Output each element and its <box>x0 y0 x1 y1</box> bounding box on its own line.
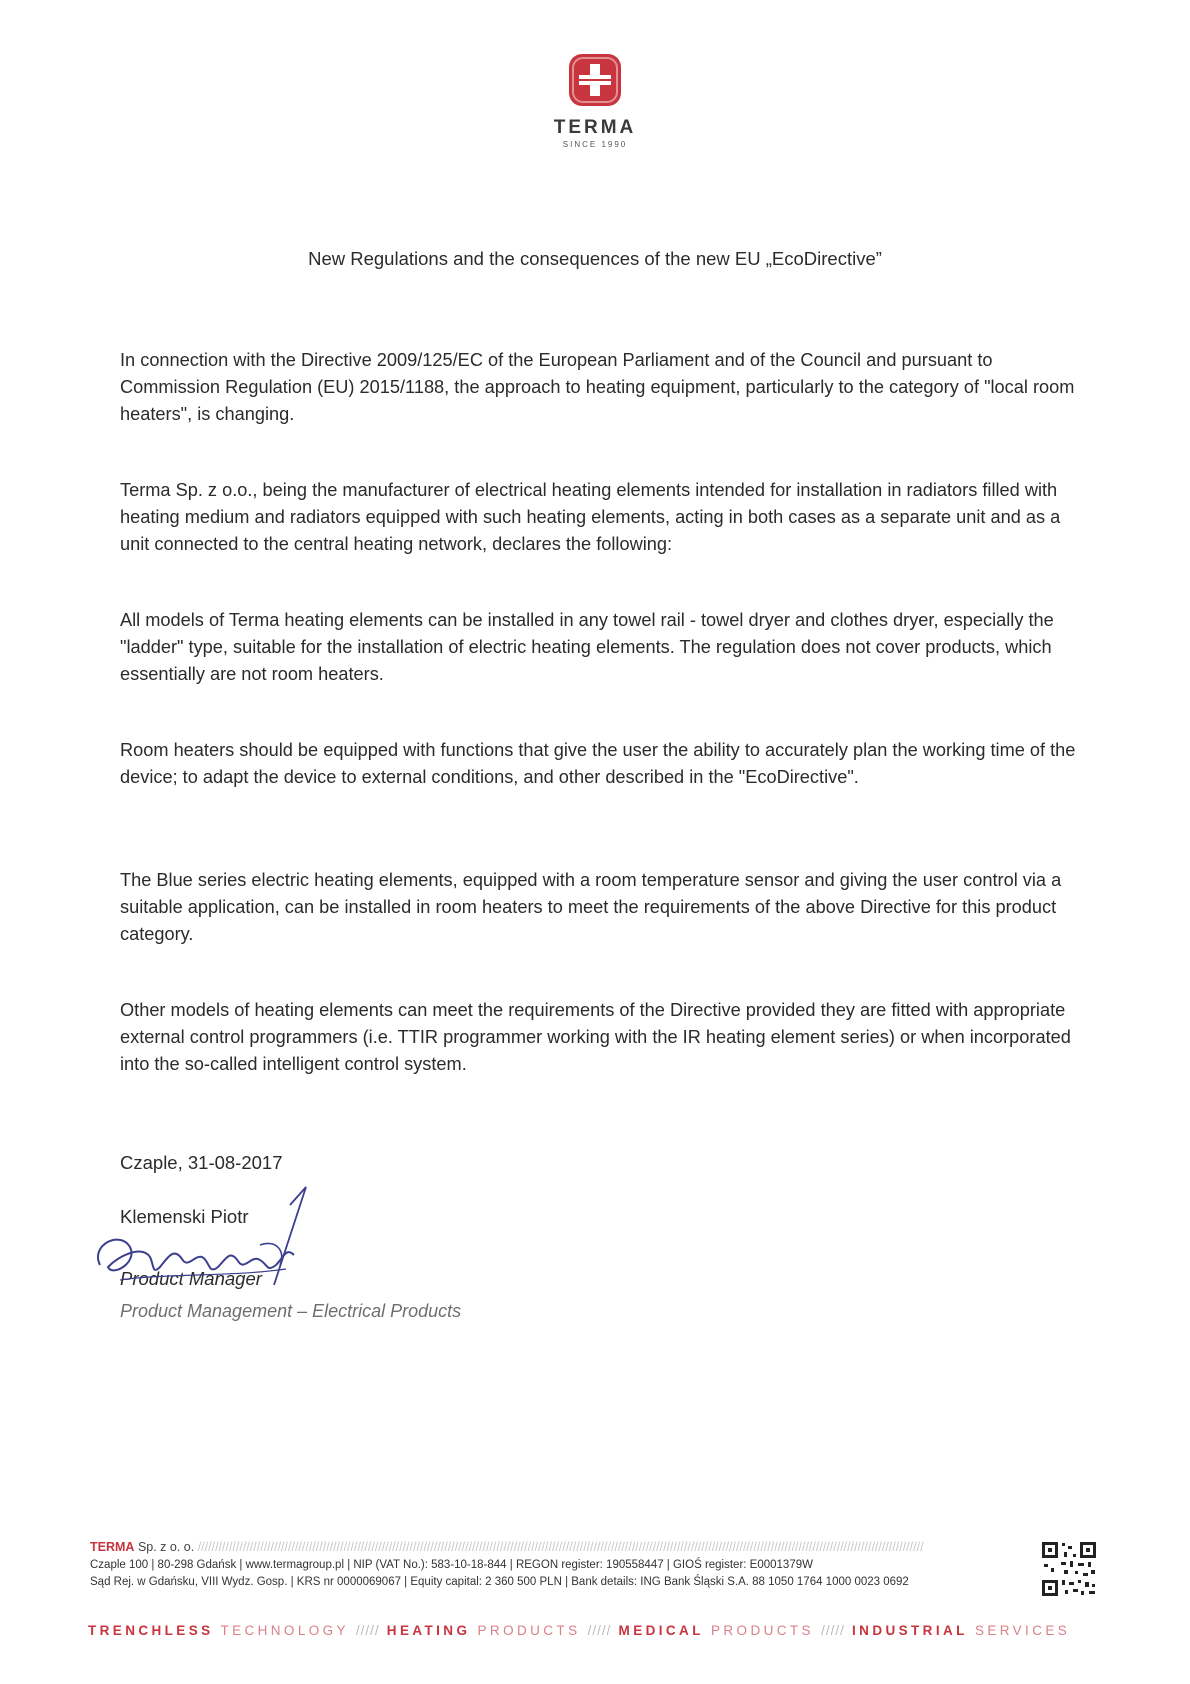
brand-name: TERMA <box>553 117 637 138</box>
tagline-strong-3: MEDICAL <box>618 1623 704 1638</box>
tagline-rest-3: PRODUCTS <box>711 1623 814 1638</box>
signatory-role: Product Manager <box>120 1268 262 1289</box>
company-logo <box>0 52 1190 149</box>
handwritten-signature <box>90 1185 320 1300</box>
signatory-department: Product Management – Electrical Products <box>120 1301 462 1321</box>
tagline-strong-4: INDUSTRIAL <box>852 1623 968 1638</box>
terma-logo-icon <box>567 52 623 108</box>
tagline <box>88 1623 1108 1638</box>
tagline-separator: ///// <box>355 1623 380 1638</box>
footer <box>90 1540 1100 1588</box>
tagline-separator: ///// <box>821 1623 845 1638</box>
tagline-strong-1: TRENCHLESS <box>88 1623 214 1638</box>
footer-brand: TERMA <box>90 1540 135 1554</box>
paragraph-6: Other models of heating elements can meet the requirements of the Directive provided they are fitted with appropriate external control programmers (i.e. TTIR programmer working with the IR heating element series) or when incorporated into the so-called intelligent control system. <box>120 1000 1071 1074</box>
paragraph-4: Room heaters should be equipped with functions that give the user the ability to accurately plan the working time of the device; to adapt the device to external conditions, and other described in the "EcoDirective". <box>120 740 1076 787</box>
document-title: New Regulations and the consequences of the new EU „EcoDirective” <box>308 248 882 269</box>
footer-company <box>90 1540 1100 1554</box>
paragraph-3: All models of Terma heating elements can be installed in any towel rail - towel dryer and clothes dryer, especially the "ladder" type, suitable for the installation of electric heating elements. The regulation does not cover products, which essentially are not room heaters. <box>120 610 1054 684</box>
paragraph-5: The Blue series electric heating elements, equipped with a room temperature sensor and giving the user control via a suitable application, can be installed in room heaters to meet the requirements of the above Directive for this product category. <box>120 870 1062 944</box>
paragraph-2: Terma Sp. z o.o., being the manufacturer of electrical heating elements intended for installation in radiators filled with heating medium and radiators equipped with such heating elements, acting in both cases as a separate unit and as a unit connected to the central heating network, declares the following: <box>120 480 1061 554</box>
signatory-name: Klemenski Piotr <box>120 1206 249 1227</box>
footer-divider: ///////////////////////////////////////////////////////////////////////////////////////////////////////////////////////////////////////////////////////////////////////////////////////////////////////////////// <box>197 1540 924 1554</box>
tagline-separator: ///// <box>587 1623 612 1638</box>
brand-since: SINCE 1990 <box>562 140 628 149</box>
footer-registry: Sąd Rej. w Gdańsku, VIII Wydz. Gosp. | KRS nr 0000069067 | Equity capital: 2 360 500 PLN | Bank details: ING Bank Śląski S.A. 88 1050 1764 1000 0023 0692 <box>90 1576 909 1588</box>
qr-code-icon <box>1040 1540 1098 1598</box>
place-date: Czaple, 31-08-2017 <box>120 1152 283 1173</box>
paragraph-1: In connection with the Directive 2009/125/EC of the European Parliament and of the Council and pursuant to Commission Regulation (EU) 2015/1188, the approach to heating equipment, particularly to the category of "local room heaters", is changing. <box>120 350 1075 424</box>
tagline-rest-1: TECHNOLOGY <box>220 1623 349 1638</box>
tagline-strong-2: HEATING <box>386 1623 471 1638</box>
footer-company-suffix: Sp. z o. o. <box>137 1540 195 1554</box>
tagline-rest-2: PRODUCTS <box>477 1623 581 1638</box>
tagline-rest-4: SERVICES <box>974 1623 1071 1638</box>
footer-address: Czaple 100 | 80-298 Gdańsk | www.termagroup.pl | NIP (VAT No.): 583-10-18-844 | REGON register: 190558447 | GIOŚ register: E0001379W <box>90 1559 813 1571</box>
